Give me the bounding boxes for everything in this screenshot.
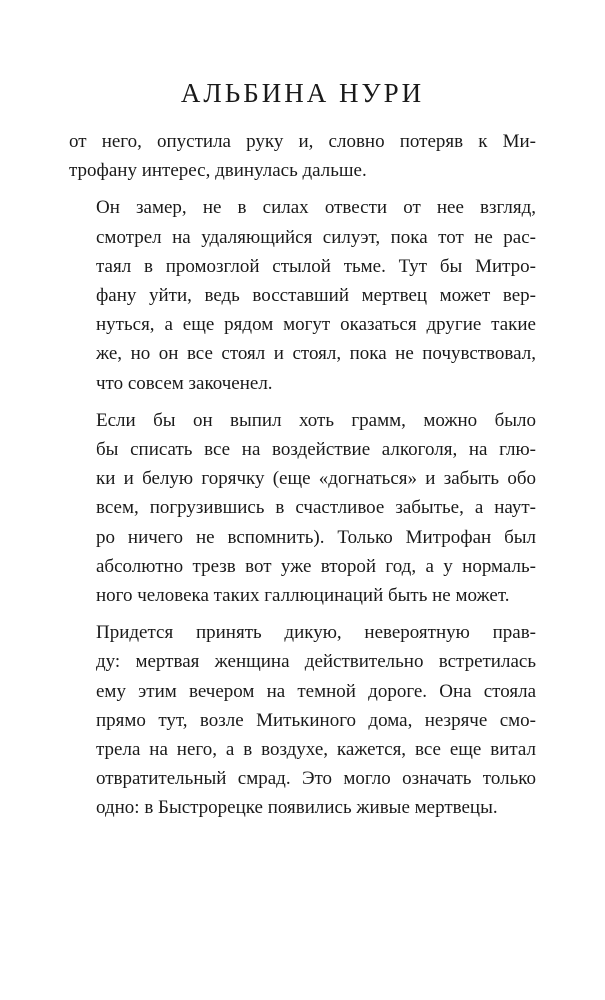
text-line: Придется принять дикую, невероятную прав- — [96, 622, 536, 644]
text-line: Если бы он выпил хоть грамм, можно было — [96, 409, 536, 431]
text-line: прямо тут, возле Митькиного дома, незряче смо- — [96, 709, 536, 731]
text-line: что совсем закоченел. — [96, 372, 273, 394]
text-line: смотрел на удаляющийся силуэт, пока тот не рас- — [96, 226, 536, 248]
paragraph — [69, 406, 536, 610]
text-line: одно: в Быстрорецке появились живые мертвецы. — [96, 797, 498, 819]
text-line: отвратительный смрад. Это могло означать только — [96, 768, 536, 790]
text-line: Он замер, не в силах отвести от нее взгляд, — [96, 197, 536, 219]
paragraph — [69, 618, 536, 822]
text-line: ему этим вечером на темной дороге. Она стояла — [96, 680, 536, 702]
text-line: таял в промозглой стылой тьме. Тут бы Митро- — [96, 255, 536, 277]
text-line: фану уйти, ведь восставший мертвец может вер- — [96, 285, 536, 307]
text-line: ного человека таких галлюцинаций быть не может. — [96, 585, 510, 607]
text-line: бы списать все на воздействие алкоголя, на глю- — [96, 439, 536, 461]
text-line: ро ничего не вспомнить). Только Митрофан был — [96, 526, 536, 548]
text-line: же, но он все стоял и стоял, пока не почувствовал, — [96, 343, 536, 365]
text-line: всем, погрузившись в счастливое забытье, а наут- — [96, 497, 536, 519]
text-line: нуться, а еще рядом могут оказаться другие такие — [96, 314, 536, 336]
running-head: АЛЬБИНА НУРИ — [180, 78, 425, 108]
text-line: абсолютно трезв вот уже второй год, а у нормаль- — [96, 555, 536, 577]
text-line: от него, опустила руку и, словно потеряв к Ми- — [69, 131, 536, 152]
text-line: ки и белую горячку (еще «догнаться» и забыть обо — [96, 468, 536, 490]
paragraph — [69, 193, 536, 397]
text-line: трофану интерес, двинулась дальше. — [69, 160, 367, 182]
text-line: ду: мертвая женщина действительно встретилась — [96, 651, 536, 673]
text-line: трела на него, а в воздухе, кажется, все еще витал — [96, 739, 536, 761]
body-text — [69, 127, 536, 823]
paragraph — [69, 127, 536, 185]
